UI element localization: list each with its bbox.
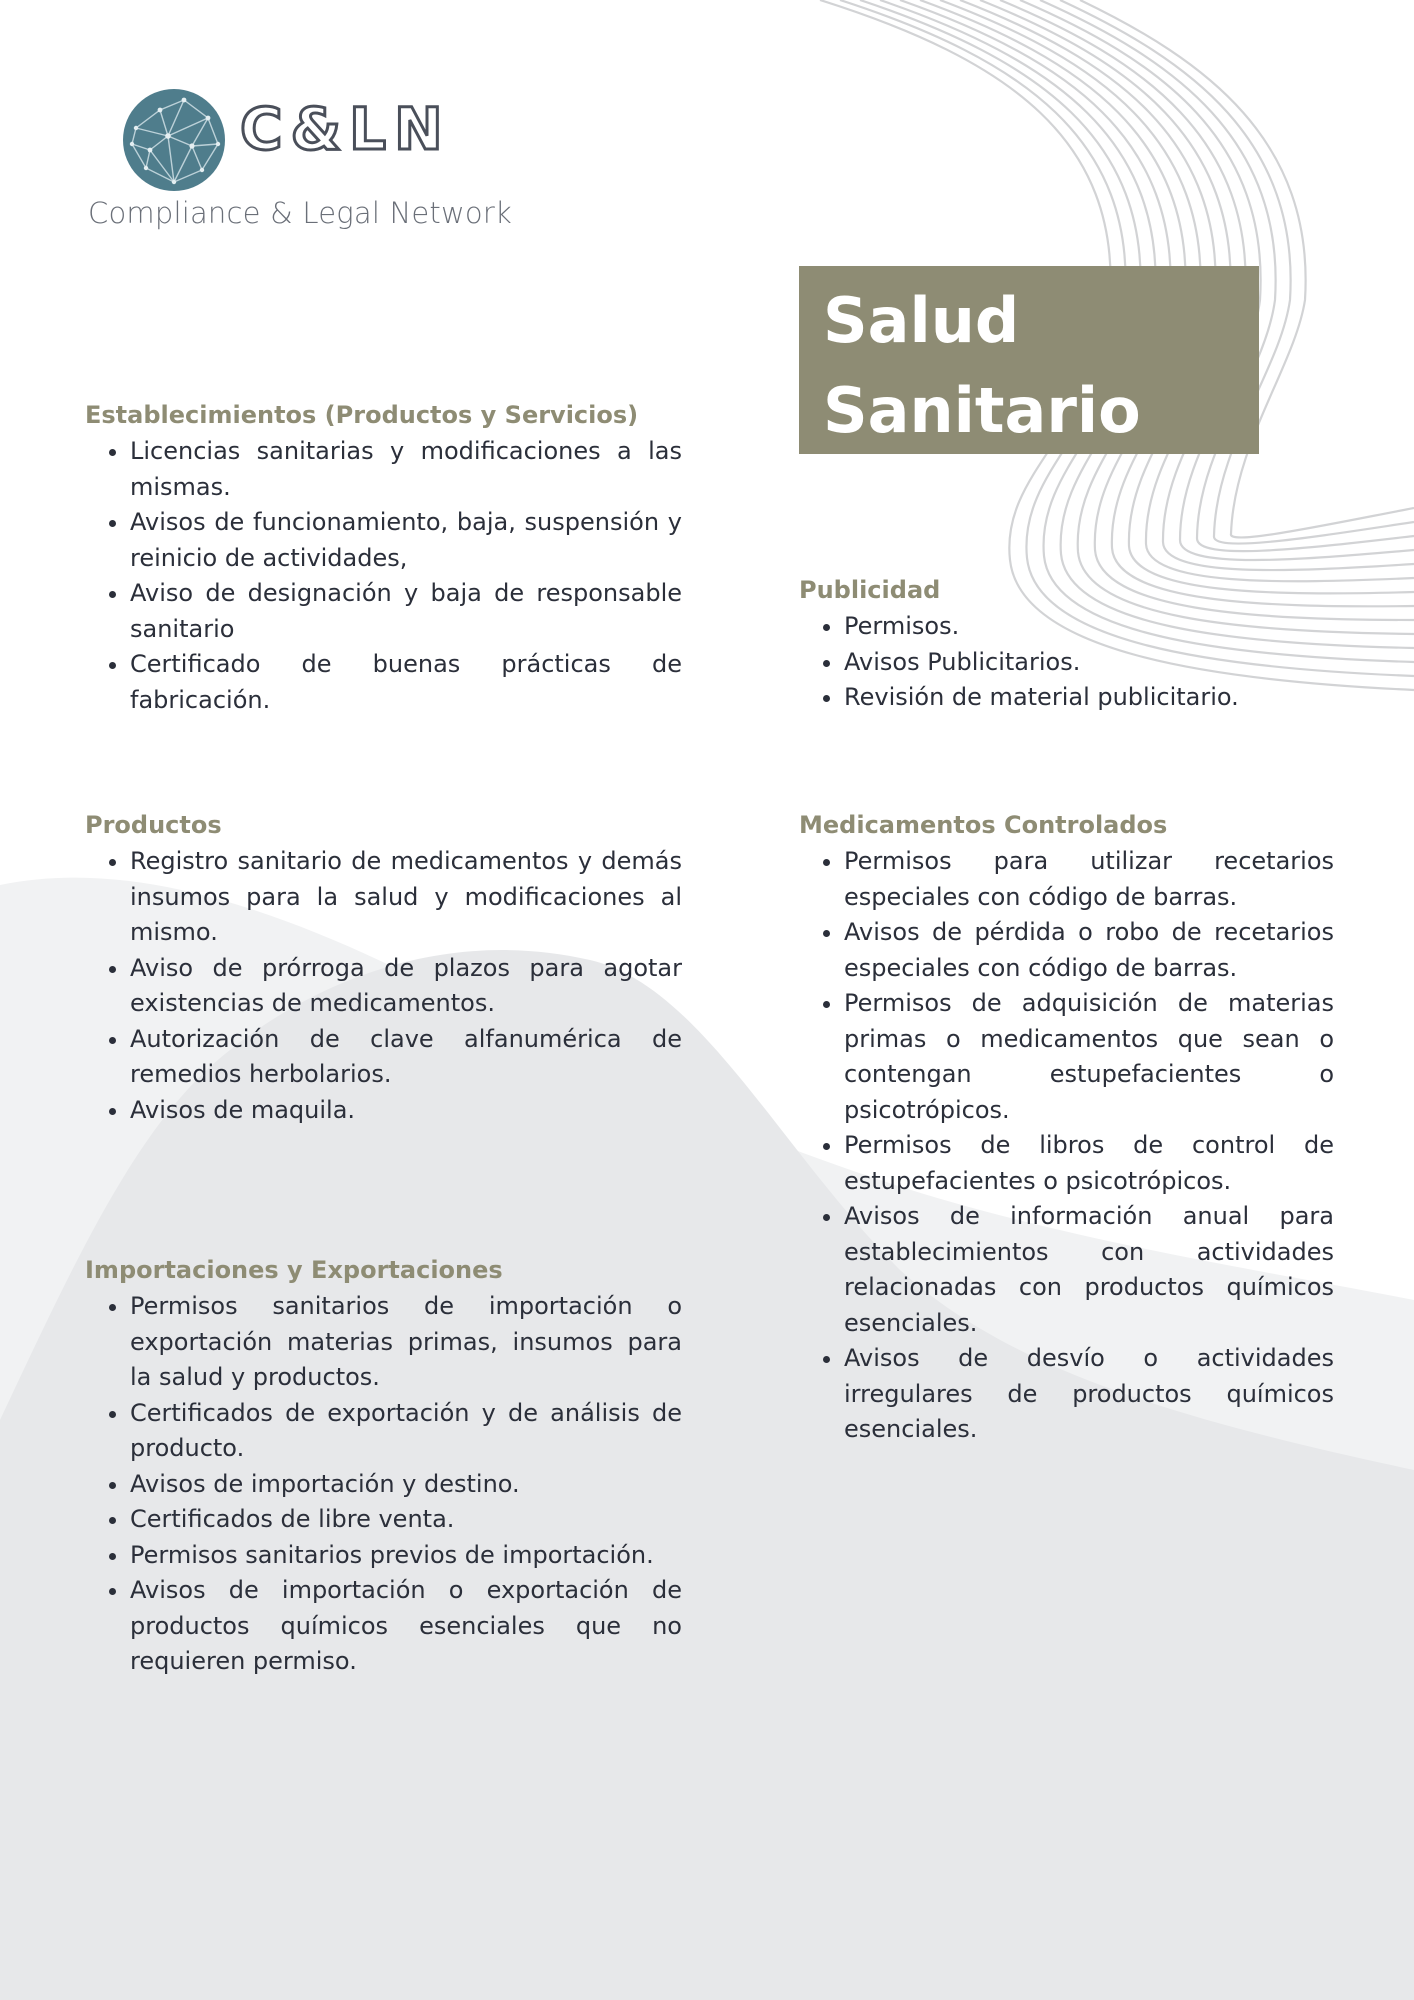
list-item: • Avisos de maquila. [130, 1093, 682, 1129]
list-item: • Certificados de exportación y de análisis de producto. [130, 1396, 682, 1467]
title-line-2: Sanitario [823, 374, 1141, 447]
list-item: • Aviso de designación y baja de responsable sanitario [130, 576, 682, 647]
section-medicamentos-controlados [799, 808, 1334, 1448]
list-item: • Avisos de información anual para establecimientos con actividades relacionadas con productos químicos esenciales. [844, 1199, 1334, 1341]
title-line-1: Salud [823, 284, 1020, 357]
section-heading: Importaciones y Exportaciones [85, 1256, 503, 1284]
list-item: • Certificados de libre venta. [130, 1502, 682, 1538]
list-item: • Avisos de pérdida o robo de recetarios especiales con código de barras. [844, 915, 1334, 986]
page-title [799, 266, 1259, 454]
network-globe-icon [122, 88, 226, 192]
section-productos [85, 808, 682, 1128]
list-item: • Permisos de adquisición de materias primas o medicamentos que sean o contengan estupefacientes o psicotrópicos. [844, 986, 1334, 1128]
list-item: • Avisos de importación y destino. [130, 1467, 682, 1503]
list-item: • Aviso de prórroga de plazos para agotar existencias de medicamentos. [130, 951, 682, 1022]
list-item: • Avisos de importación o exportación de productos químicos esenciales que no requieren permiso. [130, 1573, 682, 1680]
company-logo [88, 86, 528, 236]
section-heading: Medicamentos Controlados [799, 811, 1168, 839]
bullet-list [799, 609, 1319, 716]
logo-wordmark: C&LN [240, 95, 451, 163]
list-item: • Avisos de funcionamiento, baja, suspensión y reinicio de actividades, [130, 505, 682, 576]
logo-tagline: Compliance & Legal Network [88, 196, 512, 230]
bullet-list [85, 434, 682, 718]
list-item: • Permisos sanitarios de importación o exportación materias primas, insumos para la salud y productos. [130, 1289, 682, 1396]
section-heading: Publicidad [799, 576, 941, 604]
list-item: • Revisión de material publicitario. [844, 680, 1319, 716]
section-establecimientos [85, 398, 682, 718]
list-item: • Permisos. [844, 609, 1319, 645]
section-publicidad [799, 573, 1319, 716]
list-item: • Licencias sanitarias y modificaciones a las mismas. [130, 434, 682, 505]
list-item: • Permisos de libros de control de estupefacientes o psicotrópicos. [844, 1128, 1334, 1199]
list-item: • Registro sanitario de medicamentos y demás insumos para la salud y modificaciones al mismo. [130, 844, 682, 951]
list-item: • Permisos para utilizar recetarios especiales con código de barras. [844, 844, 1334, 915]
list-item: • Avisos de desvío o actividades irregulares de productos químicos esenciales. [844, 1341, 1334, 1448]
list-item: • Certificado de buenas prácticas de fabricación. [130, 647, 682, 718]
list-item: • Permisos sanitarios previos de importación. [130, 1538, 682, 1574]
list-item: • Autorización de clave alfanumérica de remedios herbolarios. [130, 1022, 682, 1093]
bullet-list [85, 1289, 682, 1680]
section-importaciones-exportaciones [85, 1253, 682, 1680]
section-heading: Establecimientos (Productos y Servicios) [85, 401, 639, 429]
bullet-list [85, 844, 682, 1128]
section-heading: Productos [85, 811, 222, 839]
list-item: • Avisos Publicitarios. [844, 645, 1319, 681]
bullet-list [799, 844, 1334, 1448]
